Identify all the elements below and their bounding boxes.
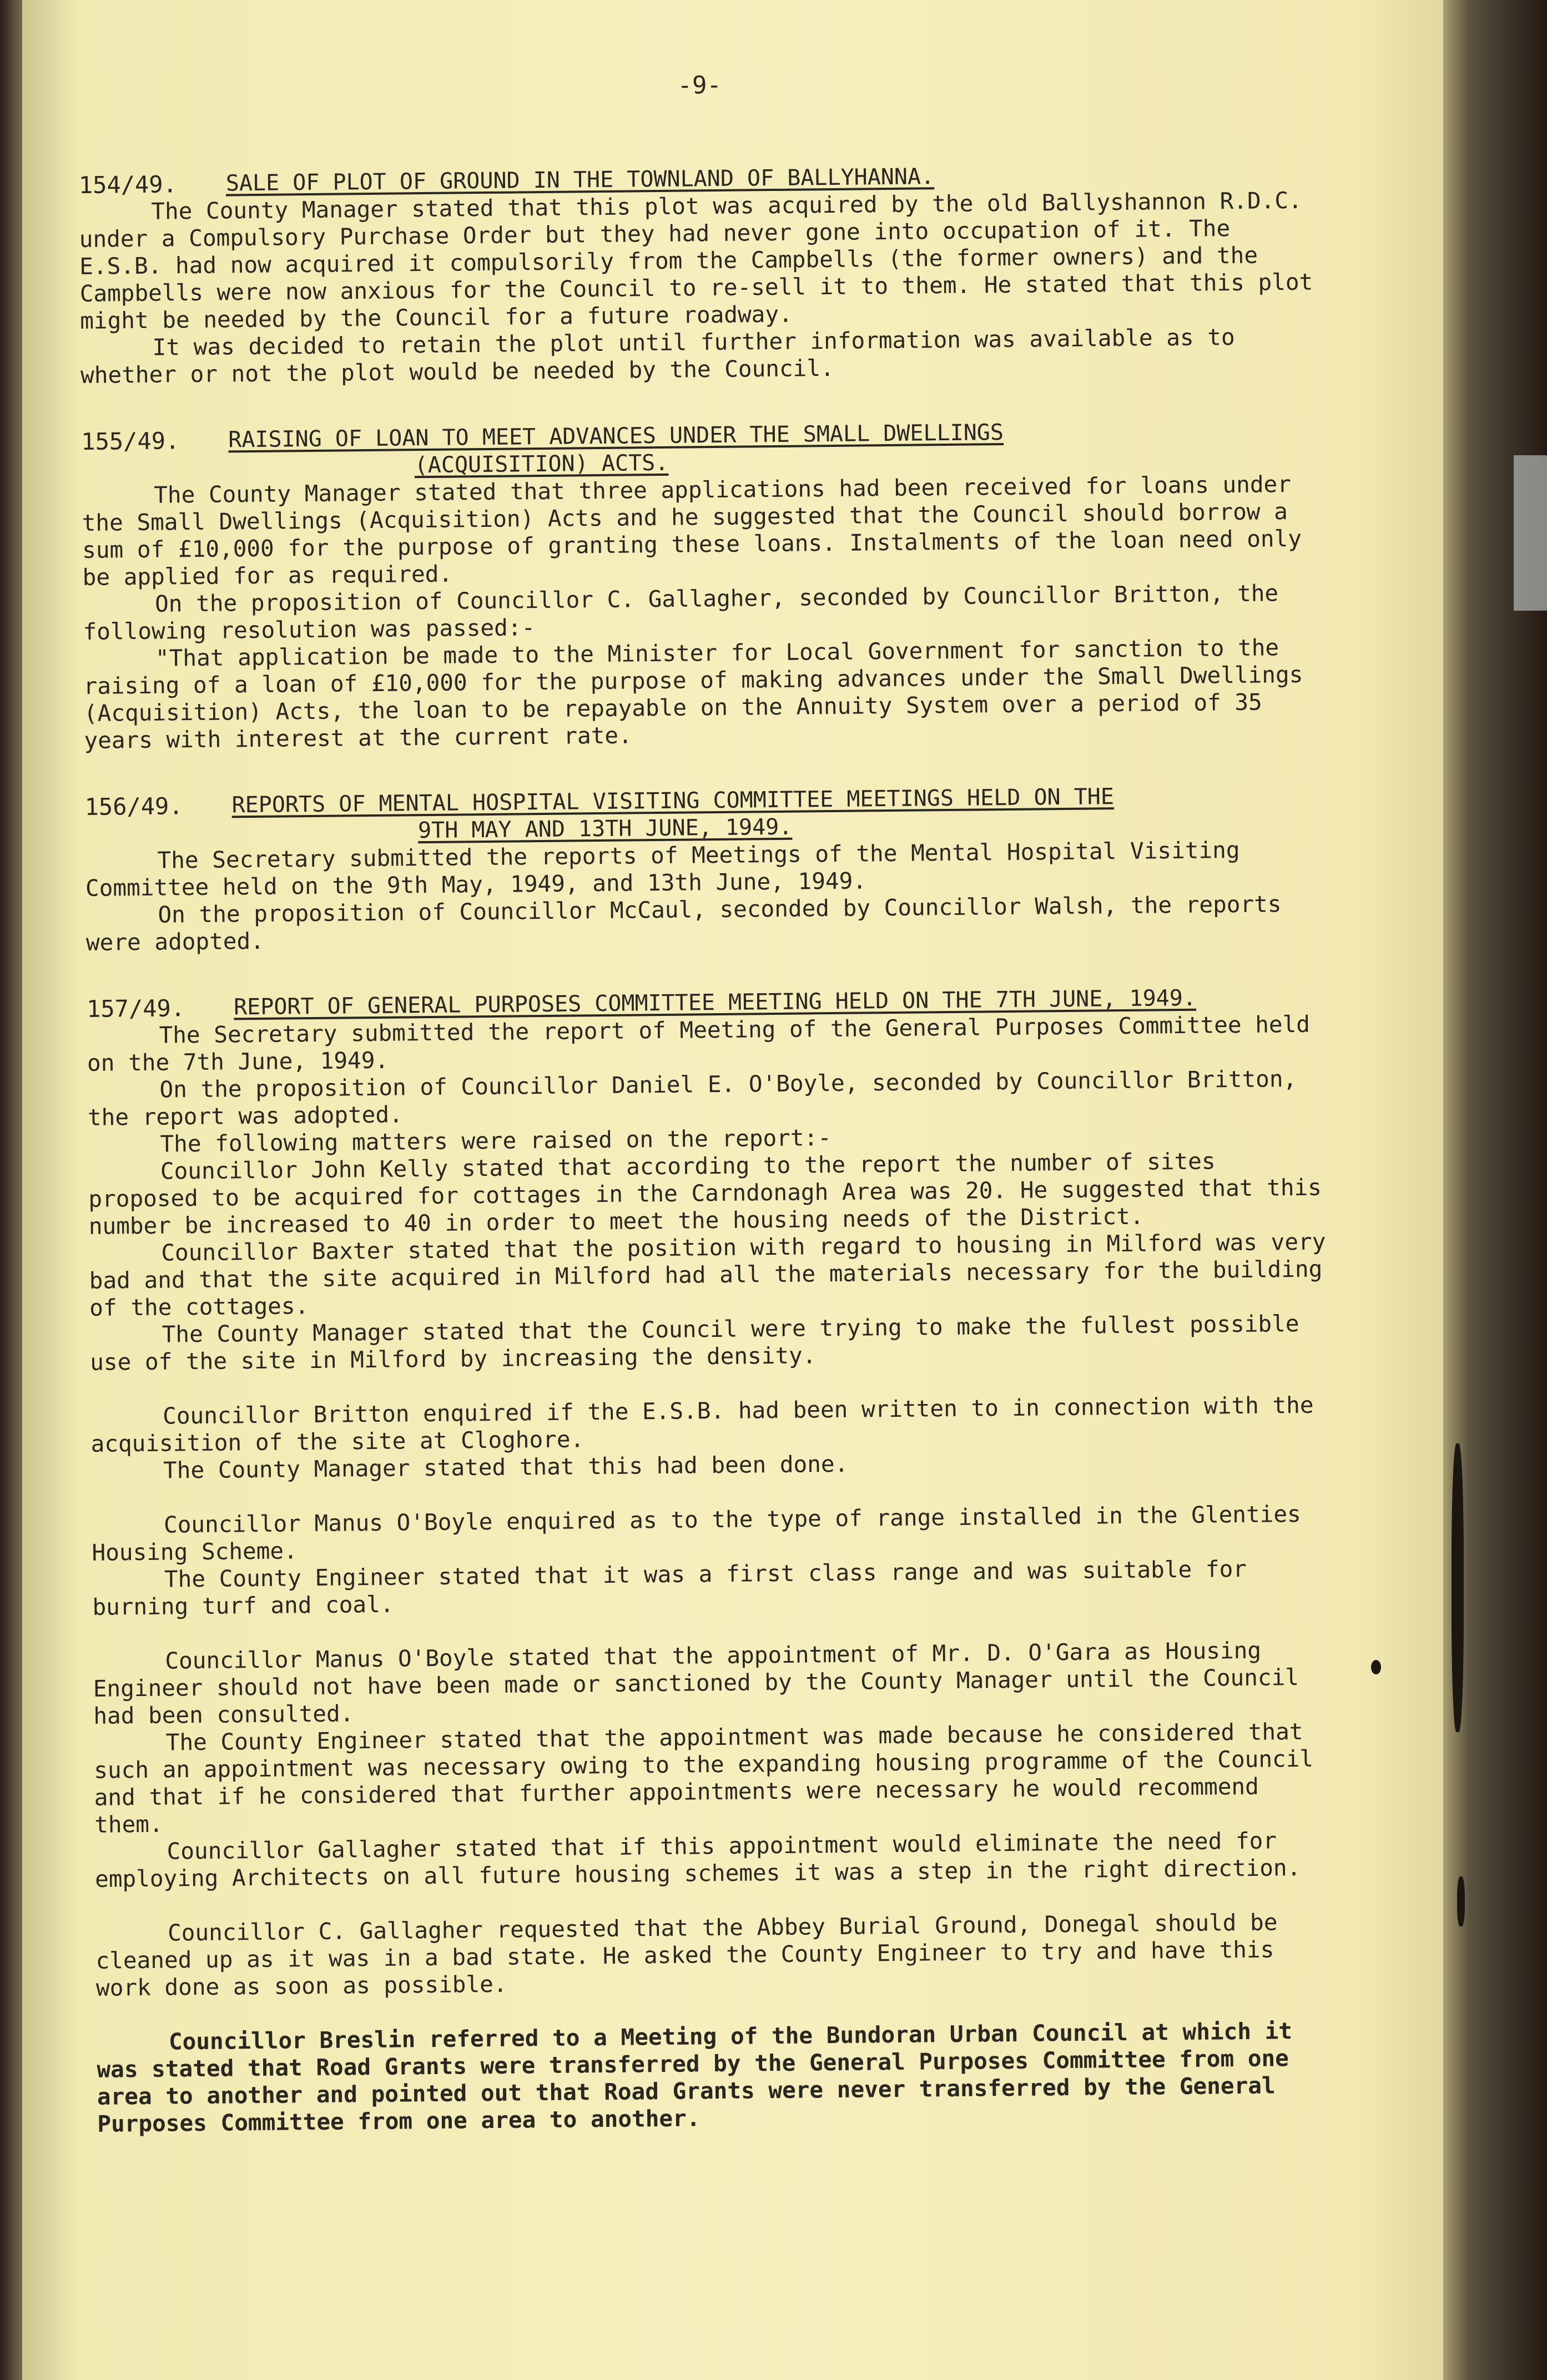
item-number: 156/49. [84, 792, 183, 821]
page-number: -9- [677, 71, 722, 100]
item-title-line2: (ACQUISITION) ACTS. [414, 450, 669, 479]
paragraph: The Secretary submitted the reports of Meetings of the Mental Hospital Visiting Committee held on the 9th May, 1949, and 13th June, 1949. [85, 836, 1240, 902]
paragraph: The County Manager stated that this plot was acquired by the old Ballyshannon R.D.C. under a Compulsory Purchase Order but they had never gone into occupation of it. The E.S.B. had now acquired it compulsorily from the Campbells (the former owners) and the Campbells were now anxious for the Council to re-sell it to them. He stated that this plot might be needed by the Council for a future roadway. [79, 187, 1313, 334]
paragraph: On the proposition of Councillor McCaul, seconded by Councillor Walsh, the reports were adopted. [85, 890, 1282, 956]
minute-item-157 [87, 983, 1341, 2137]
minute-item-154 [79, 159, 1324, 389]
item-title: RAISING OF LOAN TO MEET ADVANCES UNDER THE SMALL DWELLINGS [228, 420, 1004, 453]
resolution-text: "That application be made to the Minister for Local Government for sanction to the raising of a loan of £10,000 for the purpose of making advances under the Small Dwellings (Acquisition) Acts, the loan to be repayable on the Annuity System over a period of 35 years with interest at the current rate. [83, 634, 1303, 754]
ink-blot [1452, 1443, 1464, 1732]
ink-blot [1457, 1876, 1465, 1926]
paragraph: Councillor John Kelly stated that according to the report the number of sites proposed to be acquired for cottages in the Carndonagh Area was 20. He suggested that this number be increased to 40 in order to meet the housing needs of the District. [88, 1148, 1322, 1240]
minutes-content [78, 66, 1341, 2176]
paragraph: The County Manager stated that this had been done. [163, 1450, 849, 1484]
item-number: 157/49. [86, 994, 185, 1023]
item-title-line2: 9TH MAY AND 13TH JUNE, 1949. [417, 814, 793, 844]
paragraph: Councillor Manus O'Boyle enquired as to the type of range installed in the Glenties Housing Scheme. [92, 1500, 1301, 1566]
paragraph: It was decided to retain the plot until further information was available as to whether or not the plot would be needed by the Council. [80, 324, 1235, 389]
item-title: SALE OF PLOT OF GROUND IN THE TOWNLAND OF BALLYHANNA. [225, 164, 935, 197]
paragraph: Councillor C. Gallagher requested that the Abbey Burial Ground, Donegal should be cleaned up as it was in a bad state. He asked the County Engineer to try and have this work done as soon as possible. [95, 1909, 1278, 2001]
paragraph: On the proposition of Councillor Daniel E. O'Boyle, seconded by Councillor Britton, the report was adopted. [87, 1065, 1297, 1131]
binding-spine [1443, 0, 1547, 2380]
item-number: 155/49. [81, 427, 180, 455]
paragraph: On the proposition of Councillor C. Gallagher, seconded by Councillor Britton, the following resolution was passed:- [83, 580, 1279, 645]
paragraph: Councillor Breslin referred to a Meeting of the Bundoran Urban Council at which it was stated that Road Grants were transferred by the General Purposes Committee from one area to another and pointed out that Road Grants were never transferred by the General Purposes Committee from one area to another. [97, 2017, 1293, 2137]
minute-item-155 [81, 416, 1328, 754]
paragraph: The County Manager stated that the Council were trying to make the fullest possible use of the site in Milford by increasing the density. [89, 1310, 1299, 1376]
paragraph: The following matters were raised on the report:- [160, 1124, 832, 1158]
paragraph: The County Manager stated that three applications had been received for loans under the Small Dwellings (Acquisition) Acts and he suggested that the Council should borrow a sum of £10,000 for the purpose of granting these loans. Instalments of the loan need only be applied for as required. [82, 471, 1302, 591]
paragraph: Councillor Britton enquired if the E.S.B. had been written to in connection with the acquisition of the site at Cloghore. [90, 1391, 1314, 1457]
minute-item-156 [84, 781, 1329, 956]
item-number: 154/49. [78, 170, 178, 199]
paragraph: The County Engineer stated that the appointment was made because he considered that such an appointment was necessary owing to the expanding housing programme of the Council and that if he considered that further appointments were necessary he would recommend them. [94, 1718, 1314, 1838]
paragraph: The Secretary submitted the report of Meeting of the General Purposes Committee held on the 7th June, 1949. [87, 1010, 1311, 1076]
paragraph: Councillor Gallagher stated that if this appointment would eliminate the need for employing Architects on all future housing schemes it was a step in the right direction. [94, 1827, 1301, 1893]
item-title: REPORTS OF MENTAL HOSPITAL VISITING COMMITTEE MEETINGS HELD ON THE [231, 784, 1115, 818]
paragraph: The County Engineer stated that it was a first class range and was suitable for burning turf and coal. [92, 1555, 1247, 1621]
item-title: REPORT OF GENERAL PURPOSES COMMITTEE MEETING HELD ON THE 7TH JUNE, 1949. [233, 985, 1197, 1020]
ink-blot [1371, 1660, 1381, 1674]
paragraph: Councillor Baxter stated that the position with regard to housing in Milford was very bad and that the site acquired in Milford had all the materials necessary for the building of the cottages. [89, 1228, 1326, 1321]
paragraph: Councillor Manus O'Boyle stated that the appointment of Mr. D. O'Gara as Housing Engineer should not have been made or sanctioned by the County Manager until the Council had been consulted. [93, 1637, 1299, 1729]
spine-tab [1514, 455, 1547, 611]
